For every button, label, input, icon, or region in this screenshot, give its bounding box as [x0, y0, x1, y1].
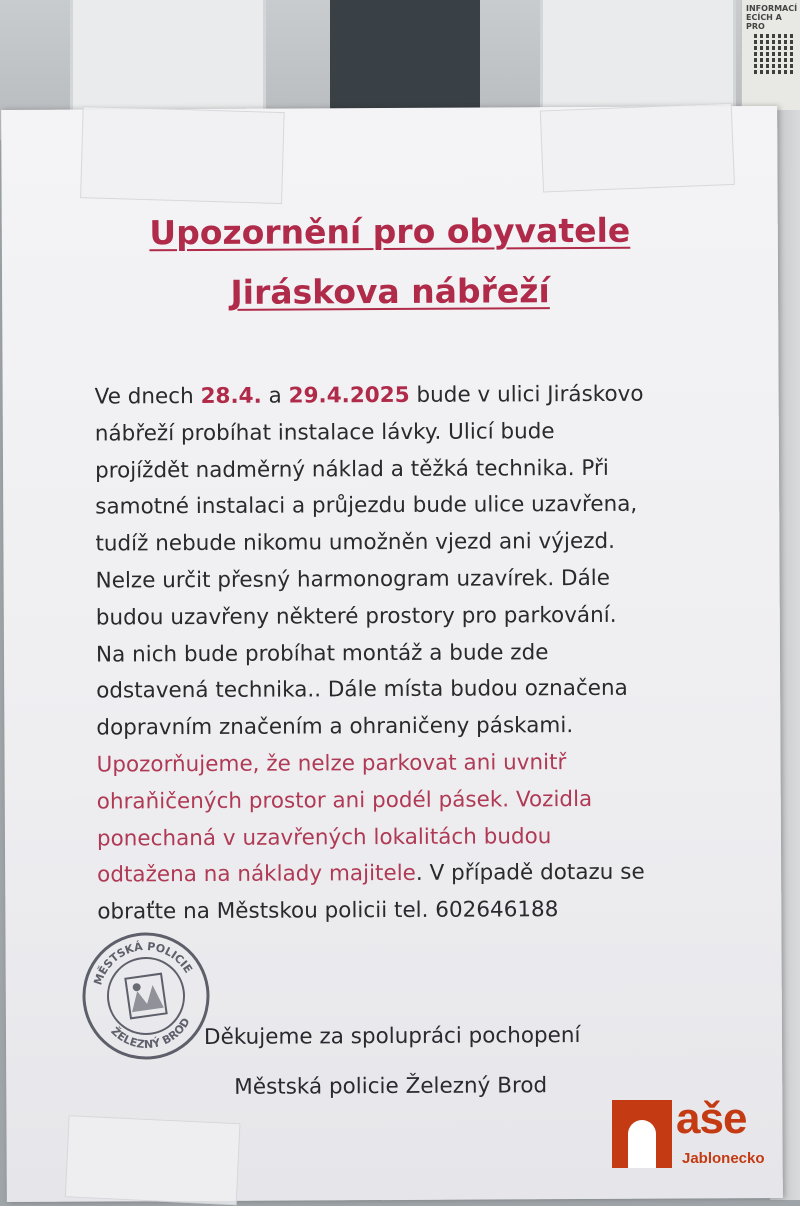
body-line — [95, 376, 735, 416]
logo-word: aše — [676, 1094, 747, 1143]
tape-top-left — [80, 106, 285, 204]
body-line: dopravním značením a ohraničeny páskami. — [96, 713, 574, 741]
notice-title-line-2: Jiráskova nábřeží — [230, 271, 550, 312]
logo-subtitle: Jablonecko — [682, 1150, 765, 1167]
notice-title-line-1: Upozornění pro obyvatele — [149, 210, 631, 253]
body-line: budou uzavřeny některé prostory pro parkování. — [95, 602, 617, 631]
svg-text:ŽELEZNÝ BROD — [107, 1014, 195, 1056]
police-stamp-icon — [71, 921, 220, 1070]
notice-body — [95, 376, 738, 931]
tape-top-right — [540, 103, 735, 193]
stamp-text-top: MĚSTSKÁ POLICIE — [91, 939, 195, 987]
side-poster — [741, 0, 800, 110]
nase-jablonecko-logo — [612, 1094, 788, 1174]
warning-line: Upozorňujeme, že nelze parkovat ani uvnitř — [96, 750, 567, 778]
body-line: odstavená technika.. Dále místa budou označena — [96, 676, 628, 704]
qr-code-icon — [754, 34, 794, 74]
window-dark-pane — [330, 0, 480, 110]
tape-bottom-left — [65, 1115, 241, 1205]
warning-line: ohraňičených prostor ani podél pásek. Vozidla — [96, 786, 593, 815]
signature-text: Městská policie Železný Brod — [234, 1073, 548, 1100]
logo-n-icon — [612, 1100, 672, 1168]
body-line: Nelze určit přesný harmonogram uzavírek. Dále — [95, 565, 611, 594]
body-line: nábřeží probíhat instalace lávky. Ulicí bude — [94, 418, 555, 447]
body-line: samotné instalaci a průjezdu bude ulice uzavřena, — [95, 492, 638, 520]
thanks-text: Děkujeme za spolupráci pochopení — [203, 1023, 581, 1050]
body-text-segment: bude v ulici Jiráskovo — [409, 381, 644, 408]
body-line: projíždět nadměrný náklad a těžká technika. Při — [94, 455, 609, 484]
svg-text:MĚSTSKÁ POLICIE — [87, 933, 196, 988]
warning-line: ponechaná v uzavřených lokalitách budou — [96, 823, 552, 852]
date-start: 28.4. — [200, 383, 262, 409]
body-line — [97, 855, 737, 895]
warning-segment: odtažena na náklady majitele — [97, 861, 416, 888]
contact-line: obraťte na Městskou policii tel. 602646188 — [97, 897, 559, 925]
side-poster-text: INFORMACÍ ECÍCH A PRO — [746, 4, 798, 31]
date-end: 29.4.2025 — [288, 382, 410, 409]
body-text-segment: Ve dnech — [94, 383, 201, 410]
body-text-segment: . V případě dotazu se — [415, 860, 645, 887]
body-line: tudíž nebude nikomu umožněn vjezd ani výjezd. — [95, 529, 616, 557]
body-text-segment: a — [261, 383, 289, 409]
stamp-text-bottom: ŽELEZNÝ BROD — [108, 1015, 193, 1052]
body-line: Na nich bude probíhat montáž a bude zde — [95, 639, 549, 668]
